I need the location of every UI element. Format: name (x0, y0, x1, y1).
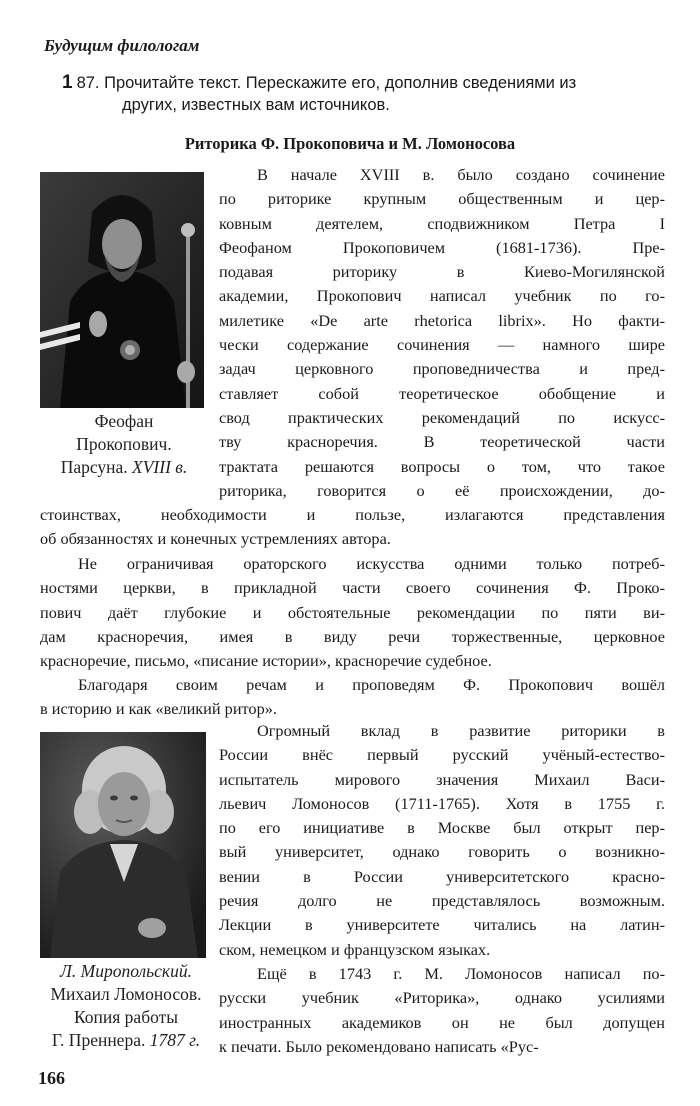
text-line: вении в России университетского красно- (219, 866, 665, 886)
paragraph-3 (40, 673, 665, 722)
text-line: ковным деятелем, сподвижником Петра I (219, 213, 665, 233)
text-line: Огромный вклад в развитие риторики в (257, 721, 665, 740)
text-line: в историю и как «великий ритор». (40, 699, 277, 719)
text-line: Феофаном Прокоповичем (1681-1736). Пре- (219, 237, 665, 257)
text-line: Ещё в 1743 г. М. Ломоносов написал по- (257, 964, 665, 983)
prokopovich-portrait-image (40, 172, 204, 408)
section-heading: Будущим филологам (44, 36, 200, 55)
figure-lomonosov (40, 732, 212, 1054)
task-icon-number: 1 (62, 72, 73, 93)
text-line: стоинствах, необходимости и пользе, излагаются представления (40, 505, 665, 524)
text-line: риторика, говорится о её происхождении, до- (219, 480, 665, 500)
text-line: России внёс первый русский учёный-естество- (219, 745, 665, 765)
task-text-line-2: других, известных вам источников. (122, 96, 390, 114)
text-line: русски учебник «Риторика», однако усилиями (219, 988, 665, 1008)
text-line: красноречие, письмо, «писание истории», красноречие судебное. (40, 651, 492, 671)
paragraph-1-narrow (219, 163, 665, 503)
exercise-task (62, 72, 662, 116)
caption-line: Михаил Ломоносов. (50, 984, 202, 1004)
text-line: ставляет собой теоретическое обобщение и (219, 383, 665, 403)
prokopovich-caption (40, 410, 208, 479)
text-line: тву красноречия. В теоретической части (219, 432, 665, 452)
caption-line: Г. Преннера. 1787 г. (51, 1030, 201, 1050)
text-line: свод практических рекомендаций по искусс- (219, 407, 665, 427)
text-line: пович даёт глубокие и обстоятельные рекомендации по пяти ви- (40, 602, 665, 622)
text-line: Благодаря своим речам и проповедям Ф. Прокопович вошёл (78, 675, 665, 694)
text-line: трактата решаются вопросы о том, что такое (219, 456, 665, 476)
text-line: вый университет, однако говорить о возникно- (219, 842, 665, 862)
caption-line: Парсуна. XVIII в. (60, 457, 188, 477)
paragraph-1-full (40, 503, 665, 552)
text-line: дам красноречия, имея в виду речи торжественные, церковное (40, 626, 665, 646)
paragraph-4 (219, 719, 665, 962)
page-number: 166 (38, 1068, 65, 1088)
lomonosov-caption (40, 960, 212, 1052)
text-line: к печати. Было рекомендовано написать «Рус- (219, 1036, 539, 1056)
figure-prokopovich (40, 172, 208, 492)
paragraph-5 (219, 962, 665, 1059)
caption-line: Прокопович. (76, 434, 172, 454)
text-line: по риторике крупным общественным и цер- (219, 189, 665, 209)
text-line: испытатель мирового значения Михаил Васи- (219, 769, 665, 789)
text-line: Не ограничивая ораторского искусства одними только потреб- (78, 554, 665, 573)
text-line: милетике «De arte rhetorica librix». Но факти- (219, 310, 665, 330)
text-line: В начале XVIII в. было создано сочинение (257, 165, 665, 184)
text-line: задач церковного проповедничества и пред- (219, 359, 665, 379)
text-line: подавая риторику в Киево-Могилянской (219, 262, 665, 282)
text-line: иностранных академиков он не был допущен (219, 1012, 665, 1032)
caption-line: Феофан (94, 411, 154, 431)
text-line: об обязанностях и конечных устремлениях автора. (40, 529, 391, 549)
text-line: речия долго не представлялось возможным. (219, 891, 665, 911)
text-line: по его инициативе в Москве был открыт пер- (219, 818, 665, 838)
text-line: ском, немецком и французском языках. (219, 939, 491, 959)
text-line: чески содержание сочинения — намного шире (219, 335, 665, 355)
caption-line: Копия работы (73, 1007, 179, 1027)
task-text-line-1: 87. Прочитайте текст. Перескажите его, дополнив сведениями из (76, 74, 577, 92)
article-title: Риторика Ф. Прокоповича и М. Ломоносова (184, 134, 516, 153)
lomonosov-portrait-image (40, 732, 206, 958)
caption-line: Л. Миропольский. (60, 961, 192, 981)
text-line: Лекции в университете читались на латин- (219, 915, 665, 935)
paragraph-2 (40, 552, 665, 673)
text-line: ностями церкви, в прикладной части своего сочинения Ф. Проко- (40, 578, 665, 598)
text-line: льевич Ломоносов (1711-1765). Хотя в 1755 г. (219, 793, 665, 813)
text-line: академии, Прокопович написал учебник по го- (219, 286, 665, 306)
